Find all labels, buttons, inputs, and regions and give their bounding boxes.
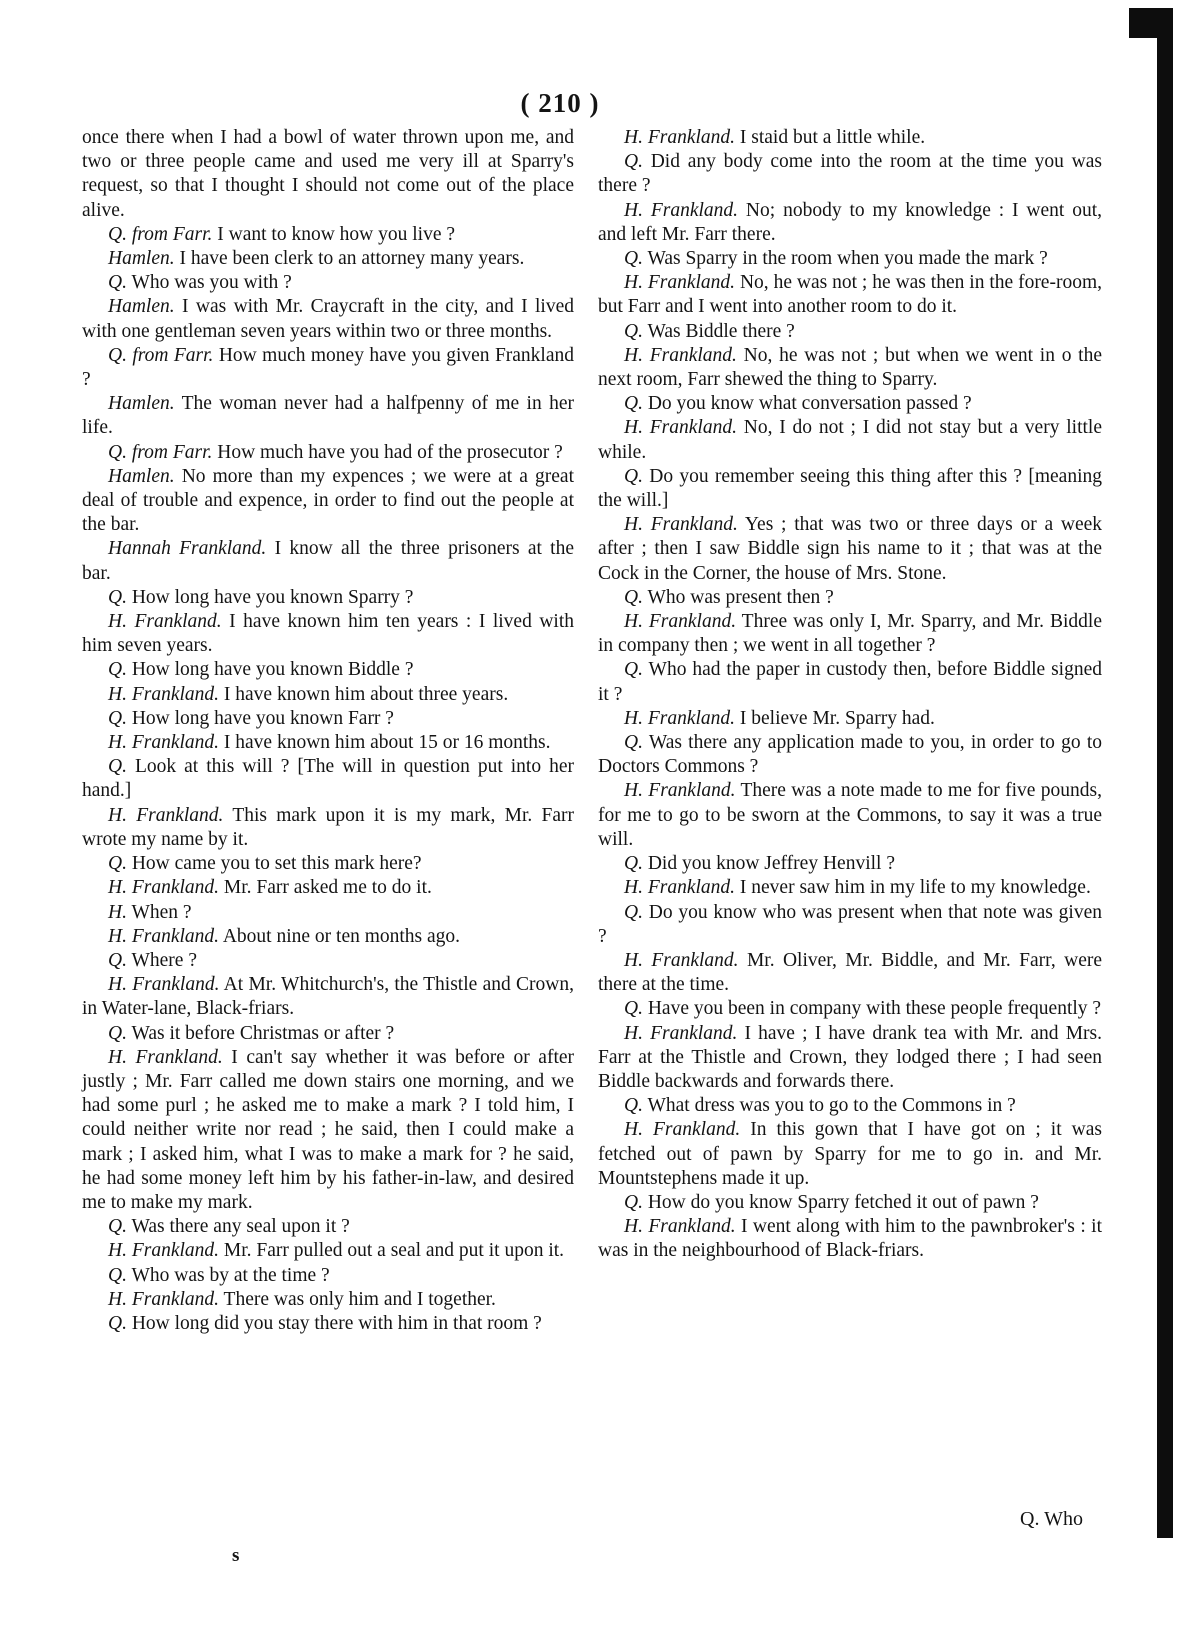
paragraph-text: I was with Mr. Craycraft in the city, and I lived with one gentleman seven years within two or three months.	[82, 296, 574, 342]
speaker-label: Q.	[108, 853, 127, 875]
paragraph-text: This mark upon it is my mark, Mr. Farr wrote my name by it.	[82, 804, 574, 850]
speaker-label: Q.	[624, 853, 643, 875]
paragraph	[82, 295, 574, 343]
speaker-label: H. Frankland.	[624, 417, 737, 439]
paragraph	[598, 320, 1102, 344]
paragraph-text: Did any body come into the room at the time you was there ?	[598, 151, 1102, 197]
speaker-label: H.	[108, 901, 127, 923]
paragraph	[82, 441, 574, 465]
speaker-label: Q.	[624, 586, 643, 608]
paragraph-text: How came you to set this mark here?	[126, 853, 422, 875]
paragraph-text: There was a note made to me for five pounds, for me to go to be sworn at the Commons, to say it was a true will.	[598, 780, 1103, 850]
paragraph-text: How much money have you given Frankland ?	[82, 344, 575, 391]
paragraph-text: Do you remember seeing this thing after this ? [meaning the will.]	[598, 465, 1102, 512]
paragraph-text: Was Biddle there ?	[642, 320, 795, 342]
speaker-label: H. Frankland.	[108, 974, 220, 996]
paragraph	[598, 271, 1102, 319]
paragraph	[598, 876, 1102, 900]
paragraph	[598, 1022, 1102, 1095]
speaker-label: H. Frankland.	[624, 127, 736, 148]
paragraph-text: Where ?	[126, 949, 197, 971]
catchword: Q. Who	[1020, 1508, 1083, 1530]
paragraph	[82, 586, 574, 610]
paragraph-text: Look at this will ? [The will in question put into her hand.]	[82, 756, 574, 802]
paragraph	[82, 1046, 574, 1215]
speaker-label: H. Frankland.	[108, 877, 220, 899]
speaker-label: Q.	[108, 707, 127, 729]
speaker-label: H. Frankland.	[624, 1216, 736, 1238]
paragraph-text: Who was present then ?	[642, 586, 834, 608]
paragraph	[82, 949, 574, 973]
speaker-label: Q.	[624, 732, 643, 754]
paragraph-text: I have known him ten years : I lived with him seven years.	[82, 611, 574, 657]
paragraph-text: How do you know Sparry fetched it out of pawn ?	[642, 1191, 1039, 1213]
paragraph	[82, 852, 574, 876]
speaker-label: Q.	[108, 1264, 127, 1286]
speaker-label: H. Frankland.	[624, 1022, 738, 1044]
speaker-label: H. Frankland.	[108, 1240, 220, 1262]
speaker-label: Q.	[624, 393, 643, 415]
speaker-label: Q.	[624, 659, 643, 681]
paragraph-text: I have known him about 15 or 16 months.	[219, 732, 551, 754]
paragraph-text: Was there any seal upon it ?	[126, 1216, 350, 1238]
paragraph	[82, 731, 574, 755]
paragraph-text: I have known him about three years.	[219, 683, 509, 705]
paragraph	[598, 199, 1102, 247]
speaker-label: Q.	[108, 756, 127, 778]
paragraph	[598, 731, 1102, 779]
paragraph-text: When ?	[126, 901, 192, 923]
paragraph	[598, 901, 1102, 949]
paragraph	[82, 392, 574, 440]
speaker-label: H. Frankland.	[624, 707, 736, 729]
paragraph-text: There was only him and I together.	[219, 1288, 496, 1310]
paragraph	[598, 997, 1102, 1021]
paragraph-text: Who was you with ?	[126, 272, 292, 294]
speaker-label: Q.	[108, 1022, 127, 1044]
paragraph	[82, 683, 574, 707]
paragraph	[598, 416, 1102, 464]
paragraph-text: No; nobody to my knowledge : I went out, and left Mr. Farr there.	[598, 199, 1102, 245]
paragraph	[598, 852, 1102, 876]
paragraph	[82, 465, 574, 538]
paragraph	[82, 658, 574, 682]
paragraph-text: How much have you had of the prosecutor ?	[212, 441, 563, 463]
paragraph-text: How long have you known Biddle ?	[126, 659, 414, 681]
paragraph	[82, 610, 574, 658]
speaker-label: Q.	[108, 586, 127, 608]
right-column	[598, 126, 1102, 1264]
speaker-label: Hamlen.	[108, 465, 175, 487]
paragraph-text: Was there any application made to you, in order to go to Doctors Commons ?	[598, 732, 1102, 778]
paragraph-text: Was it before Christmas or after ?	[126, 1022, 395, 1044]
paragraph	[598, 1191, 1102, 1215]
paragraph-text: I believe Mr. Sparry had.	[735, 707, 935, 729]
paragraph-text: Have you been in company with these people frequently ?	[642, 998, 1102, 1020]
paragraph	[598, 779, 1102, 852]
paragraph-text: What dress was you to go to the Commons in ?	[642, 1095, 1016, 1117]
speaker-label: H. Frankland.	[624, 344, 737, 366]
paragraph	[82, 223, 574, 247]
paragraph-text: Three was only I, Mr. Sparry, and Mr. Biddle in company then ; we went in all together ?	[598, 611, 1102, 657]
speaker-label: Q.	[624, 465, 643, 487]
paragraph-text: I never saw him in my life to my knowledge.	[735, 877, 1091, 899]
speaker-label: Q.	[108, 659, 127, 681]
paragraph	[82, 1312, 574, 1336]
paragraph-text: No, he was not ; he was then in the fore-room, but Farr and I went into another room to do it.	[598, 272, 1102, 318]
paragraph-text: Did you know Jeffrey Henvill ?	[642, 853, 895, 875]
paragraph-text: About nine or ten months ago.	[219, 925, 461, 947]
paragraph	[598, 658, 1102, 706]
paragraph-text: Do you know what conversation passed ?	[642, 393, 972, 415]
speaker-label: H. Frankland.	[108, 1046, 223, 1068]
speaker-label: Q.	[108, 1312, 127, 1334]
paragraph	[598, 586, 1102, 610]
paragraph-text: once there when I had a bowl of water thrown upon me, and two or three people came and used me very ill at Sparry's request, so that I thought I should not come out of the place alive.	[82, 127, 574, 221]
paragraph	[82, 247, 574, 271]
speaker-label: H. Frankland.	[108, 1288, 220, 1310]
paragraph-text: I have been clerk to an attorney many years.	[174, 248, 525, 270]
paragraph	[598, 344, 1102, 392]
speaker-label: Q.	[108, 272, 127, 294]
paragraph	[82, 925, 574, 949]
speaker-label: H. Frankland.	[108, 804, 224, 826]
paragraph	[82, 1239, 574, 1263]
speaker-label: H. Frankland.	[624, 611, 737, 633]
speaker-label: Q.	[624, 320, 643, 342]
paragraph-text: Mr. Farr pulled out a seal and put it upon it.	[219, 1240, 565, 1262]
paragraph-text: I can't say whether it was before or after justly ; Mr. Farr called me down stairs one morning, and we had some purl ; he asked me to make a mark ? I told him, I could neither write nor read ; he said, then I could make a mark ; I asked him, what I was to make a mark for ? he said, he had some money left him by his father-in-law, and desired me to make my mark.	[82, 1046, 575, 1213]
paragraph	[82, 901, 574, 925]
paragraph-text: Yes ; that was two or three days or a week after ; then I saw Biddle sign his name to it ; that was at the Cock in the Corner, the house of Mrs. Stone.	[598, 514, 1102, 584]
paragraph	[82, 1264, 574, 1288]
paragraph	[598, 1118, 1102, 1191]
paragraph	[598, 1094, 1102, 1118]
paragraph-text: Who had the paper in custody then, before Biddle signed it ?	[598, 659, 1102, 705]
paragraph	[598, 707, 1102, 731]
speaker-label: H. Frankland.	[108, 683, 220, 705]
speaker-label: Q.	[108, 1216, 127, 1238]
speaker-label: Q. from Farr.	[108, 441, 213, 463]
page-number: ( 210 )	[520, 88, 600, 118]
paragraph	[82, 344, 574, 392]
speaker-label: H. Frankland.	[108, 611, 222, 633]
paragraph	[598, 949, 1102, 997]
speaker-label: H. Frankland.	[624, 780, 736, 802]
speaker-label: Hamlen.	[108, 393, 175, 415]
speaker-label: H. Frankland.	[624, 272, 736, 294]
paragraph	[82, 876, 574, 900]
paragraph	[82, 126, 574, 223]
paragraph	[598, 126, 1102, 150]
paragraph	[82, 755, 574, 803]
paragraph	[598, 1215, 1102, 1263]
paragraph	[598, 513, 1102, 586]
speaker-label: Q.	[624, 1191, 643, 1213]
speaker-label: H. Frankland.	[624, 949, 739, 971]
paragraph	[82, 707, 574, 731]
paragraph	[82, 537, 574, 585]
paragraph	[598, 392, 1102, 416]
paragraph-text: Mr. Farr asked me to do it.	[219, 877, 432, 899]
speaker-label: Hannah Frankland.	[108, 538, 267, 560]
paragraph-text: How long have you known Sparry ?	[126, 586, 414, 608]
paragraph-text: Mr. Oliver, Mr. Biddle, and Mr. Farr, were there at the time.	[598, 949, 1103, 996]
speaker-label: Hamlen.	[108, 296, 175, 318]
paragraph	[82, 1215, 574, 1239]
paragraph-text: I know all the three prisoners at the bar.	[82, 538, 575, 584]
paragraph-text: The woman never had a halfpenny of me in her life.	[82, 393, 574, 439]
left-column	[82, 126, 574, 1336]
paragraph-text: How long have you known Farr ?	[126, 707, 394, 729]
paragraph	[82, 1022, 574, 1046]
paragraph-text: No, I do not ; I did not stay but a very little while.	[598, 417, 1102, 463]
paragraph-text: At Mr. Whitchurch's, the Thistle and Crown, in Water-lane, Black-friars.	[82, 974, 574, 1020]
speaker-label: Q.	[108, 949, 127, 971]
paragraph-text: I went along with him to the pawnbroker's : it was in the neighbourhood of Black-friars.	[598, 1216, 1102, 1262]
paragraph-text: Do you know who was present when that note was given ?	[598, 901, 1102, 947]
paragraph	[82, 1288, 574, 1312]
paragraph-text: Who was by at the time ?	[126, 1264, 330, 1286]
speaker-label: H. Frankland.	[624, 1119, 741, 1141]
speaker-label: Q.	[624, 998, 643, 1020]
speaker-label: Q. from Farr.	[108, 223, 213, 245]
speaker-label: Q. from Farr.	[108, 344, 214, 366]
paragraph	[82, 804, 574, 852]
paragraph-text: No, he was not ; but when we went in o the next room, Farr shewed the thing to Sparry.	[598, 344, 1103, 391]
page-edge-shadow	[1157, 8, 1173, 1538]
paragraph	[82, 973, 574, 1021]
speaker-label: Q.	[624, 1095, 643, 1117]
speaker-label: H. Frankland.	[108, 925, 220, 947]
paragraph	[598, 465, 1102, 513]
paragraph	[598, 610, 1102, 658]
paragraph	[82, 271, 574, 295]
speaker-label: H. Frankland.	[624, 199, 739, 221]
paragraph-text: I want to know how you live ?	[212, 223, 456, 245]
paragraph-text: I have ; I have drank tea with Mr. and Mrs. Farr at the Thistle and Crown, they lodged there ; I had seen Biddle backwards and forwards there.	[598, 1022, 1103, 1092]
signature-mark: s	[232, 1545, 240, 1566]
paragraph-text: In this gown that I have got on ; it was fetched out of pawn by Sparry for me to go in. and Mr. Mountstephens made it up.	[598, 1119, 1102, 1189]
paragraph-text: I staid but a little while.	[735, 127, 926, 148]
speaker-label: Q.	[624, 901, 643, 923]
paragraph-text: How long did you stay there with him in that room ?	[126, 1312, 542, 1334]
paragraph	[598, 150, 1102, 198]
speaker-label: Q.	[624, 248, 643, 270]
speaker-label: H. Frankland.	[624, 514, 738, 536]
speaker-label: Q.	[624, 151, 643, 173]
speaker-label: H. Frankland.	[624, 877, 736, 899]
paragraph-text: Was Sparry in the room when you made the mark ?	[642, 248, 1048, 270]
paragraph	[598, 247, 1102, 271]
speaker-label: Hamlen.	[108, 248, 175, 270]
paragraph-text: No more than my expences ; we were at a great deal of trouble and expence, in order to find out the people at the bar.	[82, 465, 574, 536]
speaker-label: H. Frankland.	[108, 732, 220, 754]
